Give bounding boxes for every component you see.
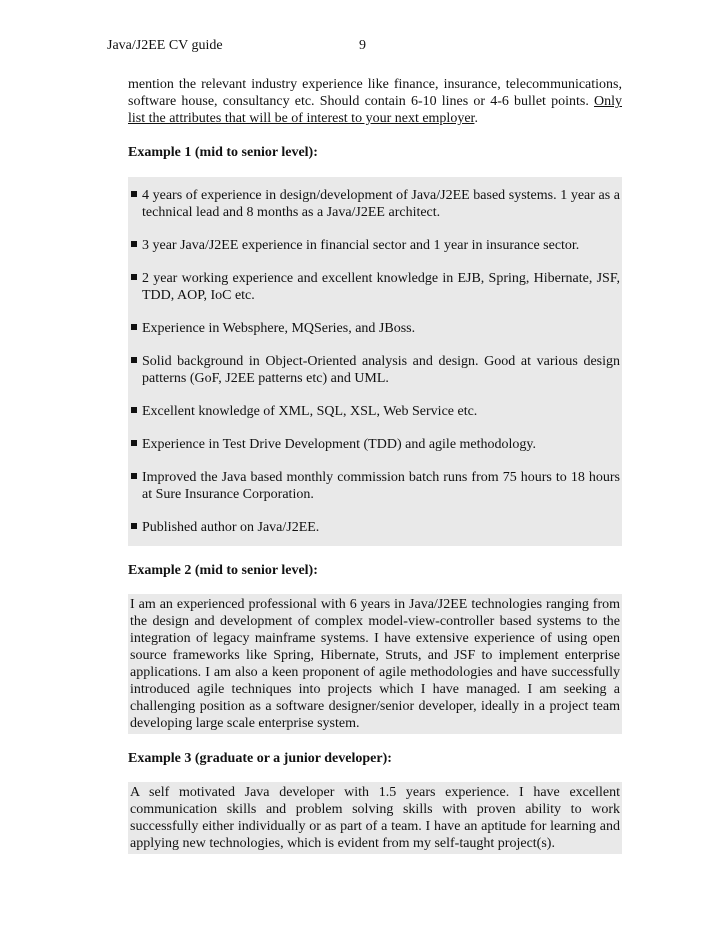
- bullet-item: [130, 353, 620, 387]
- bullet-item: [130, 320, 620, 337]
- bullet-text: Experience in Test Drive Development (TDD) and agile methodology.: [142, 437, 537, 452]
- bullet-item: [130, 436, 620, 453]
- example2-heading: Example 2 (mid to senior level):: [128, 563, 318, 578]
- bullet-item: [130, 270, 620, 304]
- square-bullet-icon: [131, 523, 137, 529]
- bullet-text: Improved the Java based monthly commission batch runs from 75 hours to 18 hours at Sure Insurance Corporation.: [142, 470, 620, 502]
- square-bullet-icon: [131, 440, 137, 446]
- example3-box: [128, 782, 622, 854]
- bullet-item: [130, 187, 620, 221]
- bullet-text: Excellent knowledge of XML, SQL, XSL, Web Service etc.: [142, 404, 478, 419]
- square-bullet-icon: [131, 357, 137, 363]
- bullet-item: [130, 519, 620, 536]
- bullet-text: Experience in Websphere, MQSeries, and JBoss.: [142, 321, 416, 336]
- square-bullet-icon: [131, 407, 137, 413]
- bullet-item: [130, 237, 620, 254]
- bullet-text: 2 year working experience and excellent knowledge in EJB, Spring, Hibernate, JSF, TDD, AOP, IoC etc.: [142, 271, 620, 303]
- square-bullet-icon: [131, 473, 137, 479]
- page-number: 9: [359, 38, 366, 53]
- document-title: Java/J2EE CV guide: [107, 38, 223, 53]
- example1-bullet-list: [128, 177, 622, 546]
- bullet-item: [130, 403, 620, 420]
- example2-paragraph: I am an experienced professional with 6 years in Java/J2EE technologies ranging from the design and development of complex model-view-controller based systems to the integration of legacy mainframe systems. I have extensive experience of using open source frameworks like Spring, Hibernate, Struts, and JSF to implement enterprise applications. I am also a keen proponent of agile methodologies and have successfully introduced agile techniques into projects which I have managed. I am seeking a challenging position as a software designer/senior developer, ideally in a project team developing large scale enterprise system.: [130, 597, 620, 731]
- intro-end: .: [474, 111, 478, 126]
- example2-box: [128, 594, 622, 734]
- page-body: [128, 76, 622, 854]
- bullet-text: 4 years of experience in design/development of Java/J2EE based systems. 1 year as a technical lead and 8 months as a Java/J2EE architect.: [142, 188, 620, 220]
- bullet-text: Published author on Java/J2EE.: [142, 520, 320, 535]
- square-bullet-icon: [131, 241, 137, 247]
- intro-paragraph: [128, 76, 622, 127]
- page-header: [107, 38, 627, 58]
- intro-underlined-text: Only list the attributes that will be of interest to your next employer: [128, 94, 622, 126]
- bullet-item: [130, 469, 620, 503]
- example1-box: [128, 177, 622, 546]
- square-bullet-icon: [131, 191, 137, 197]
- intro-text: mention the relevant industry experience like finance, insurance, telecommunications, software house, consultancy etc. Should contain 6-10 lines or 4-6 bullet points.: [128, 77, 622, 109]
- bullet-text: Solid background in Object-Oriented analysis and design. Good at various design patterns (GoF, J2EE patterns etc) and UML.: [142, 354, 620, 386]
- square-bullet-icon: [131, 324, 137, 330]
- square-bullet-icon: [131, 274, 137, 280]
- bullet-text: 3 year Java/J2EE experience in financial sector and 1 year in insurance sector.: [142, 238, 580, 253]
- example3-paragraph: A self motivated Java developer with 1.5 years experience. I have excellent communication skills and problem solving skills with proven ability to work successfully either individually or as part of a team. I have an aptitude for learning and applying new technologies, which is evident from my self-taught project(s).: [130, 785, 620, 851]
- example1-heading: Example 1 (mid to senior level):: [128, 145, 318, 160]
- example3-heading: Example 3 (graduate or a junior developer):: [128, 751, 392, 766]
